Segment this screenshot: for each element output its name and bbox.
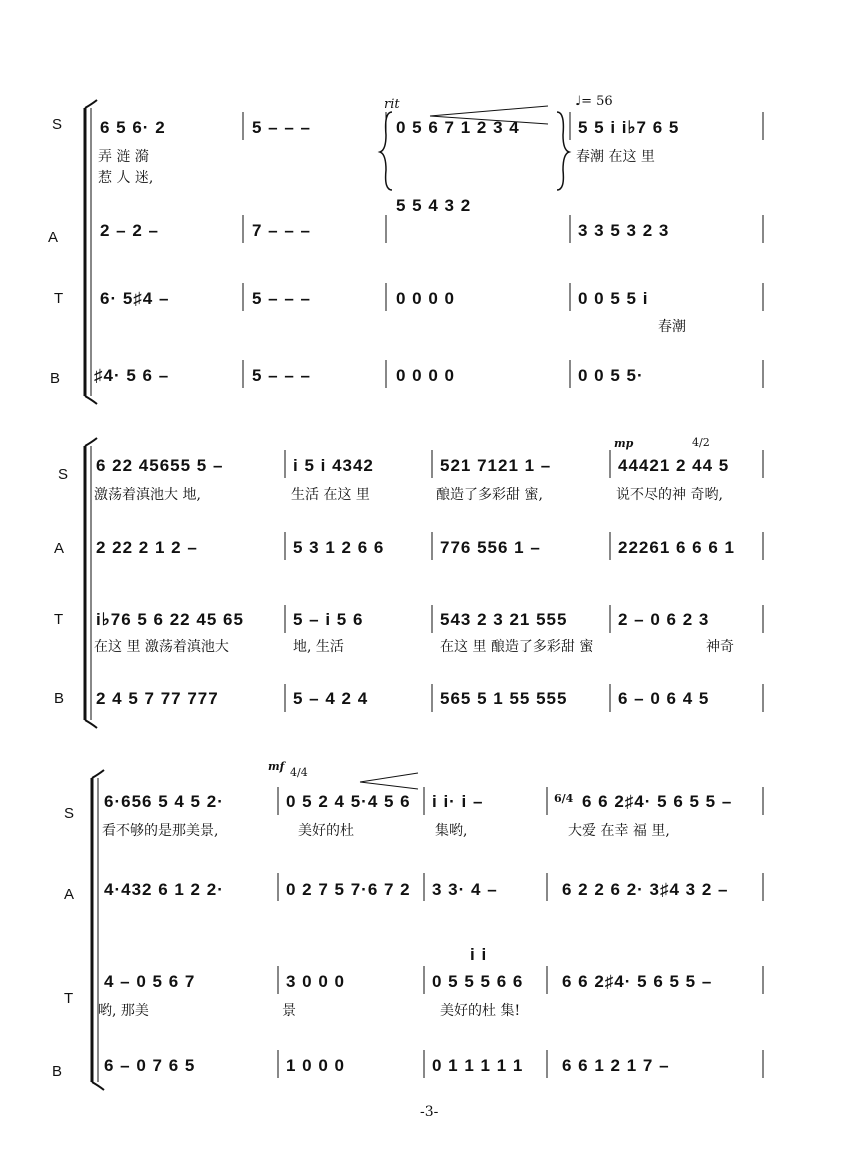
s3-a-m2: 0 2 7 5 7·6 7 2 (286, 880, 411, 899)
s3-t-lyric-m3: 美好的杜 集! (440, 1003, 521, 1019)
s2-s-m3: 521 7121 1 – (440, 456, 552, 475)
s3-s-lyric-m1: 看不够的是那美景, (102, 823, 219, 839)
s2-t-lyric-m3: 在这 里 酿造了多彩甜 蜜 (440, 639, 594, 655)
s2-b-m1: 2 4 5 7 77 777 (96, 689, 219, 708)
s1-t-m2: 5 – – – (252, 289, 311, 308)
meter-change-4-2: 4/2 (692, 436, 710, 449)
dynamic-mp: mp (614, 437, 634, 450)
s3-t-m4: 6 6 2♯4· 5 6 5 5 – (562, 972, 713, 991)
s3-s-m1: 6·656 5 4 5 2· (104, 792, 224, 811)
s2-s-lyric-m1: 激荡着滇池大 地, (94, 487, 201, 503)
s3-s-lyric-m2: 美好的杜 (298, 823, 354, 839)
s2-t-m4: 2 – 0 6 2 3 (618, 610, 710, 629)
part-label-tenor-2: T (54, 611, 64, 628)
s1-a-m1: 2 – 2 – (100, 221, 159, 240)
part-label-alto-2: A (54, 540, 65, 557)
page-number: -3- (420, 1104, 439, 1120)
s3-t-lyric-m1: 哟, 那美 (98, 1003, 149, 1019)
s2-s-m2: i 5 i 4342 (293, 456, 374, 475)
s1-a-m4: 3 3 5 3 2 3 (578, 221, 670, 240)
part-label-bass: B (50, 370, 61, 387)
s3-s-lyric-m4: 大爱 在幸 福 里, (568, 823, 670, 839)
s2-t-lyric-m2: 地, 生活 (293, 639, 344, 655)
meter-change-6-4: 6/4 (554, 792, 574, 805)
s3-s-m4: 6 6 2♯4· 5 6 5 5 – (582, 792, 733, 811)
s3-a-m3: 3 3· 4 – (432, 880, 498, 899)
s1-s-m3: 0 5 6 7 1 2 3 4 (396, 118, 520, 137)
s3-t-lyric-m2: 景 (282, 1003, 296, 1019)
s2-a-m3: 776 556 1 – (440, 538, 541, 557)
s2-b-m2: 5 – 4 2 4 (293, 689, 369, 708)
s2-s-lyric-m2: 生活 在这 里 (291, 487, 370, 503)
s2-s-m4: 44421 2 44 5 (618, 456, 730, 475)
part-label-soprano: S (52, 116, 63, 133)
s2-t-m1: i♭76 5 6 22 45 65 (96, 610, 244, 629)
part-label-bass-2: B (54, 690, 65, 707)
s1-t-m3: 0 0 0 0 (396, 289, 455, 308)
s2-t-m2: 5 – i 5 6 (293, 610, 364, 629)
s1-t-lyric-m4: 春潮 (658, 319, 686, 335)
s3-s-lyric-m3: 集哟, (435, 823, 468, 839)
s1-s-lyric2-m1: 惹 人 迷, (98, 170, 154, 186)
s1-a-m3: 5 5 4 3 2 (396, 196, 472, 215)
part-label-bass-3: B (52, 1063, 63, 1080)
s3-t-m1: 4 – 0 5 6 7 (104, 972, 196, 991)
s3-s-m3: i i· i – (432, 792, 484, 811)
s2-b-m3: 565 5 1 55 555 (440, 689, 568, 708)
s1-s-lyric1-m4: 春潮 在这 里 (576, 149, 655, 165)
part-label-tenor-3: T (64, 990, 74, 1007)
s2-t-m3: 543 2 3 21 555 (440, 610, 568, 629)
part-label-soprano-2: S (58, 466, 69, 483)
s1-t-m4: 0 0 5 5 i (578, 289, 649, 308)
s1-s-lyric1-m1: 弄 涟 漪 (98, 149, 149, 165)
s3-b-m1: 6 – 0 7 6 5 (104, 1056, 196, 1075)
s3-a-m1: 4·432 6 1 2 2· (104, 880, 224, 899)
s1-s-m4: 5 5 i i♭7 6 5 (578, 118, 680, 137)
dynamic-mf: mf (268, 760, 285, 773)
meter-change-4-4: 4/4 (290, 766, 308, 779)
s2-a-m4: 22261 6 6 6 1 (618, 538, 735, 557)
s1-b-m2: 5 – – – (252, 366, 311, 385)
s3-s-m2: 0 5 2 4 5·4 5 6 (286, 792, 411, 811)
rit-marking: rit (384, 97, 400, 112)
s3-t-upper-notes: i i (470, 945, 488, 964)
s1-b-m4: 0 0 5 5· (578, 366, 644, 385)
s2-a-m1: 2 22 2 1 2 – (96, 538, 198, 557)
tempo-marking: ♩= 56 (575, 94, 613, 109)
s3-b-m2: 1 0 0 0 (286, 1056, 345, 1075)
s2-s-lyric-m3: 酿造了多彩甜 蜜, (436, 487, 543, 503)
s2-s-lyric-m4: 说不尽的神 奇哟, (616, 487, 723, 503)
s3-b-m4: 6 6 1 2 1 7 – (562, 1056, 670, 1075)
s2-a-m2: 5 3 1 2 6 6 (293, 538, 385, 557)
s3-t-m3: 0 5 5 5 6 6 (432, 972, 524, 991)
s2-s-m1: 6 22 45655 5 – (96, 456, 224, 475)
s3-b-m3: 0 1 1 1 1 1 (432, 1056, 524, 1075)
s2-t-lyric-m4: 神奇 (706, 639, 734, 655)
s2-b-m4: 6 – 0 6 4 5 (618, 689, 710, 708)
part-label-tenor: T (54, 290, 64, 307)
s1-s-m1: 6 5 6· 2 (100, 118, 166, 137)
s1-b-m1: ♯4· 5 6 – (94, 366, 170, 385)
s1-t-m1: 6· 5♯4 – (100, 289, 170, 308)
part-label-alto: A (48, 229, 59, 246)
part-label-alto-3: A (64, 886, 75, 903)
part-label-soprano-3: S (64, 805, 75, 822)
s3-a-m4: 6 2 2 6 2· 3♯4 3 2 – (562, 880, 729, 899)
s1-a-m2: 7 – – – (252, 221, 311, 240)
s2-t-lyric-m1: 在这 里 激荡着滇池大 (94, 639, 229, 655)
s1-s-m2: 5 – – – (252, 118, 311, 137)
s1-b-m3: 0 0 0 0 (396, 366, 455, 385)
s3-t-m2: 3 0 0 0 (286, 972, 345, 991)
